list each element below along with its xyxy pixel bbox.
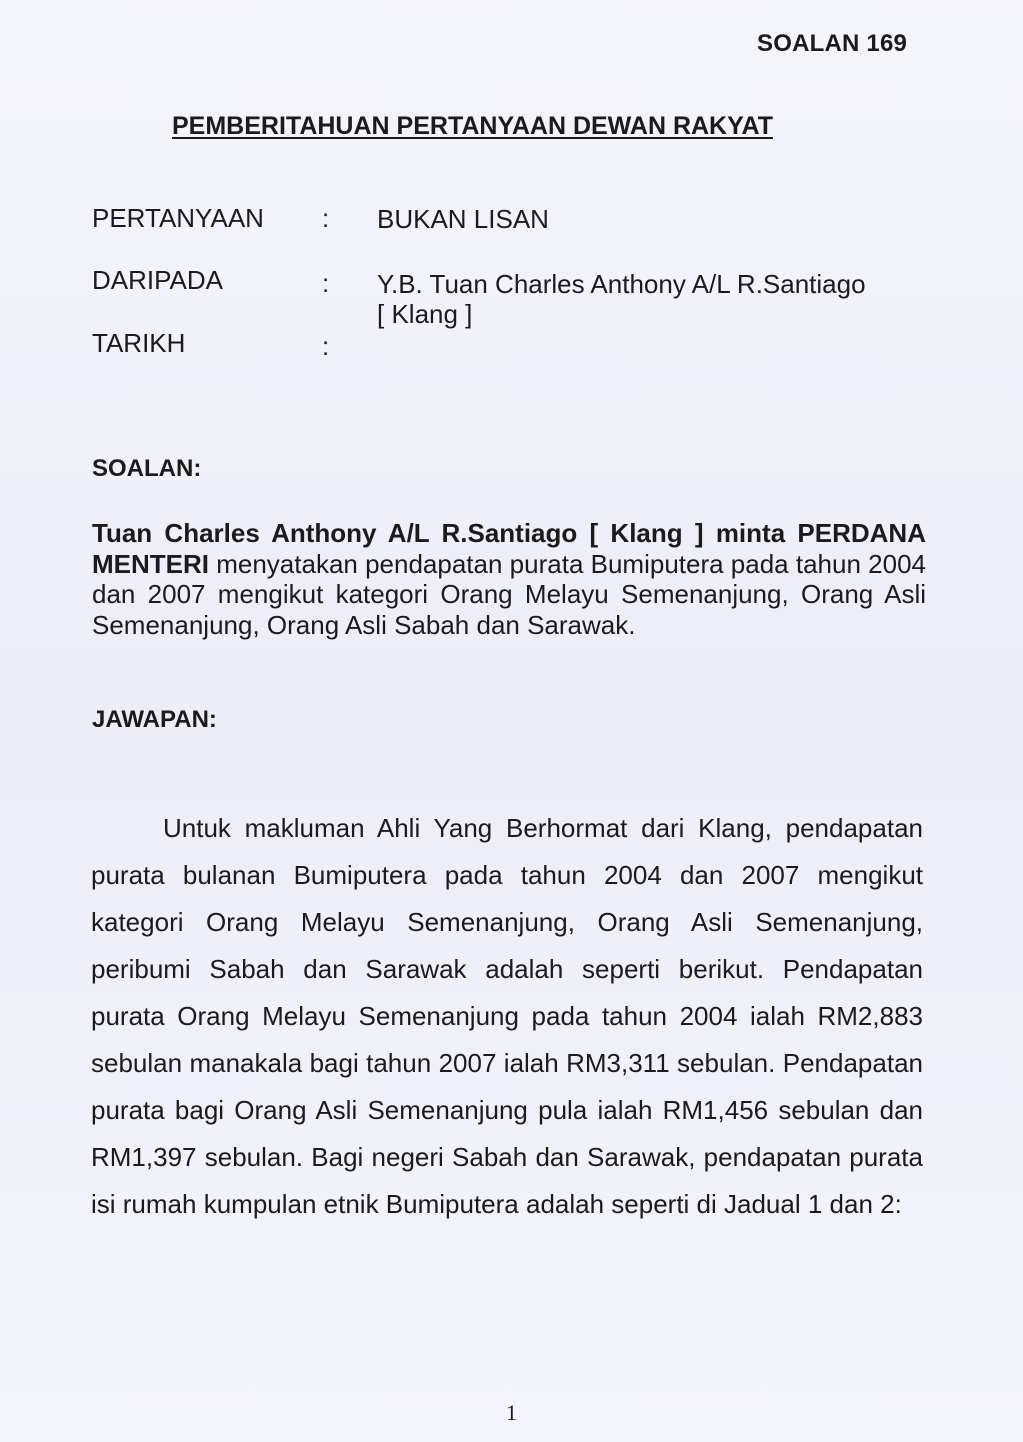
page-number: 1 bbox=[506, 1400, 517, 1425]
daripada-value-name: Y.B. Tuan Charles Anthony A/L R.Santiago bbox=[377, 269, 866, 299]
question-addressee: PERDANA MENTERI bbox=[92, 518, 926, 579]
document-title: PEMBERITAHUAN PERTANYAAN DEWAN RAKYAT bbox=[172, 112, 773, 140]
daripada-label: DARIPADA bbox=[92, 265, 223, 295]
question-reference-number: SOALAN 169 bbox=[757, 30, 908, 57]
answer-heading: JAWAPAN: bbox=[92, 706, 217, 733]
pertanyaan-label: PERTANYAAN bbox=[92, 203, 264, 233]
tarikh-label: TARIKH bbox=[92, 328, 186, 358]
question-asker: Tuan Charles Anthony A/L R.Santiago [ Klang ] minta bbox=[92, 518, 786, 548]
question-heading: SOALAN: bbox=[92, 455, 202, 482]
daripada-colon: : bbox=[322, 268, 330, 298]
question-body: menyatakan pendapatan purata Bumiputera pada tahun 2004 dan 2007 mengikut kategori Orang Melayu Semenanjung, Orang Asli Semenanjung, Orang Asli Sabah dan Sarawak. bbox=[92, 548, 926, 640]
pertanyaan-value: BUKAN LISAN bbox=[377, 204, 549, 234]
tarikh-colon: : bbox=[322, 331, 330, 361]
pertanyaan-colon: : bbox=[322, 203, 330, 233]
question-text bbox=[92, 518, 926, 640]
answer-text: Untuk makluman Ahli Yang Berhormat dari Klang, pendapatan purata bulanan Bumiputera pada tahun 2004 dan 2007 mengikut kategori Orang Melayu Semenanjung, Orang Asli Semenanjung, peribumi Sabah dan Sarawak adalah seperti berikut. Pendapatan purata Orang Melayu Semenanjung pada tahun 2004 ialah RM2,883 sebulan manakala bagi tahun 2007 ialah RM3,311 sebulan. Pendapatan purata bagi Orang Asli Semenanjung pula ialah RM1,456 sebulan dan RM1,397 sebulan. Bagi negeri Sabah dan Sarawak, pendapatan purata isi rumah kumpulan etnik Bumiputera adalah seperti di Jadual 1 dan 2: bbox=[91, 813, 923, 1219]
daripada-value-constituency: [ Klang ] bbox=[377, 299, 473, 329]
